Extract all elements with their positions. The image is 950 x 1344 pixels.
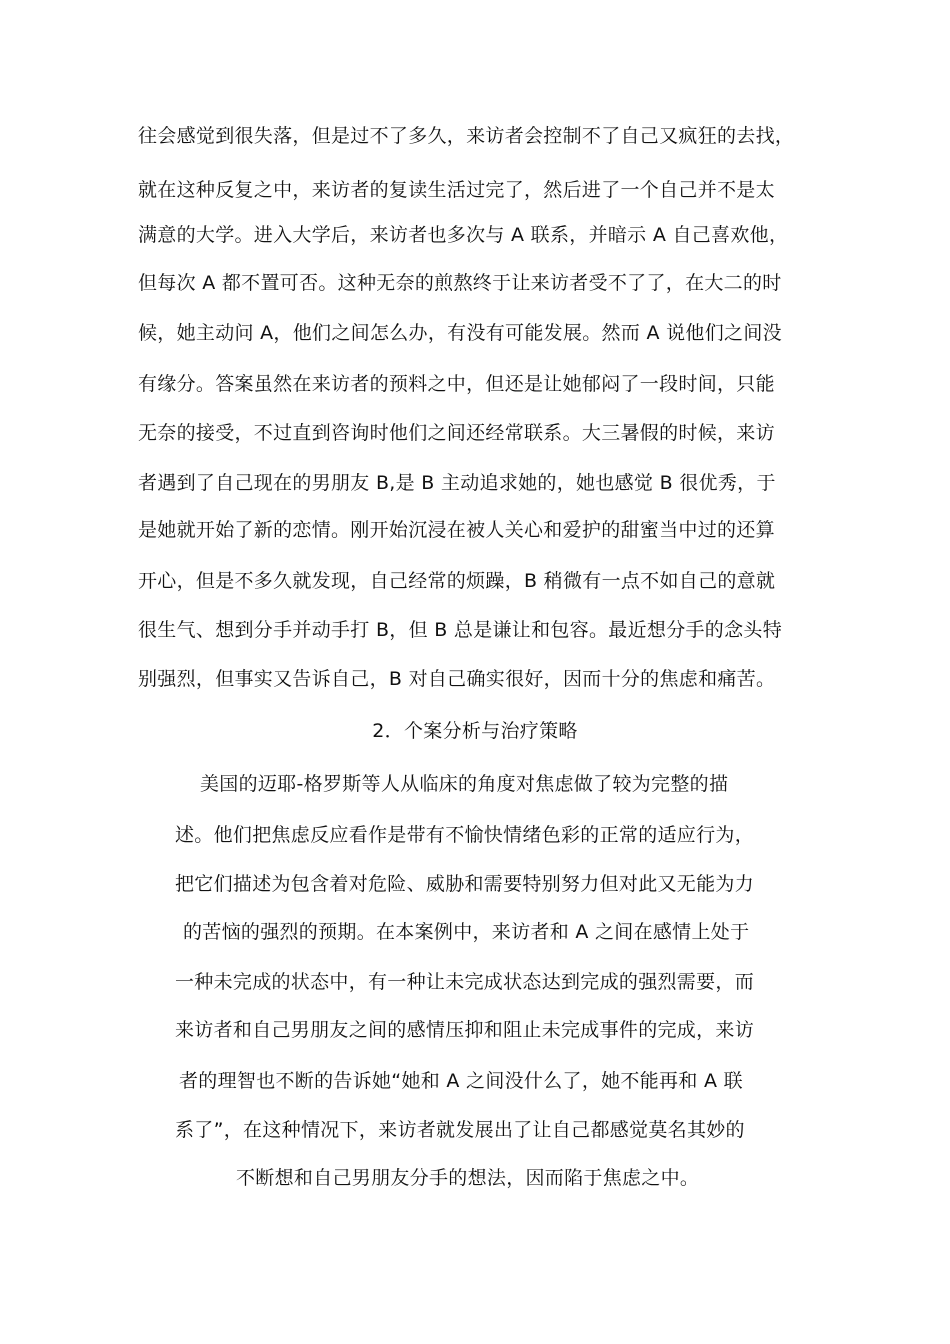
paragraph-2-line: 美国的迈耶-格罗斯等人从临床的角度对焦虑做了较为完整的描 [200, 773, 729, 795]
paragraph-1-line: 是她就开始了新的恋情。刚开始沉浸在被人关心和爱护的甜蜜当中过的还算 [138, 519, 775, 541]
paragraph-1-line: 但每次 A 都不置可否。这种无奈的煎熬终于让来访者受不了了，在大二的时 [138, 272, 782, 294]
paragraph-1-line: 无奈的接受，不过直到咨询时他们之间还经常联系。大三暑假的时候，来访 [138, 422, 775, 444]
paragraph-2-line: 把它们描述为包含着对危险、威胁和需要特别努力但对此又无能为力 [175, 873, 755, 895]
paragraph-2-line: 的苦恼的强烈的预期。在本案例中，来访者和 A 之间在感情上处于 [183, 921, 750, 943]
paragraph-1-line: 开心，但是不多久就发现，自己经常的烦躁，B 稍微有一点不如自己的意就 [138, 570, 776, 592]
paragraph-2-line: 一种未完成的状态中，有一种让未完成状态达到完成的强烈需要，而 [175, 971, 755, 993]
paragraph-1-line: 有缘分。答案虽然在来访者的预料之中，但还是让她郁闷了一段时间，只能 [138, 373, 775, 395]
paragraph-1-line: 就在这种反复之中，来访者的复读生活过完了，然后进了一个自己并不是太 [138, 179, 775, 201]
section-heading: 2．个案分析与治疗策略 [372, 720, 578, 742]
paragraph-1-line: 者遇到了自己现在的男朋友 B,是 B 主动追求她的，她也感觉 B 很优秀，于 [138, 472, 776, 494]
paragraph-1-line: 往会感觉到很失落，但是过不了多久，来访者会控制不了自己又疯狂的去找， [138, 125, 795, 147]
paragraph-2-line: 不断想和自己男朋友分手的想法，因而陷于焦虑之中。 [236, 1167, 700, 1189]
paragraph-1-line: 很生气、想到分手并动手打 B，但 B 总是谦让和包容。最近想分手的念头特 [138, 619, 782, 641]
paragraph-2-line: 系了”，在这种情况下，来访者就发展出了让自己都感觉莫名其妙的 [175, 1119, 745, 1141]
paragraph-1-line: 候，她主动问 A，他们之间怎么办，有没有可能发展。然而 A 说他们之间没 [138, 322, 782, 344]
paragraph-2-line: 来访者和自己男朋友之间的感情压抑和阻止未完成事件的完成，来访 [175, 1019, 755, 1041]
paragraph-1-line: 别强烈，但事实又告诉自己，B 对自己确实很好，因而十分的焦虑和痛苦。 [138, 668, 776, 690]
paragraph-1-line: 满意的大学。进入大学后，来访者也多次与 A 联系，并暗示 A 自己喜欢他， [138, 224, 789, 246]
paragraph-2-line: 者的理智也不断的告诉她“她和 A 之间没什么了，她不能再和 A 联 [179, 1070, 743, 1092]
paragraph-2-line: 述。他们把焦虑反应看作是带有不愉快情绪色彩的正常的适应行为， [175, 824, 755, 846]
